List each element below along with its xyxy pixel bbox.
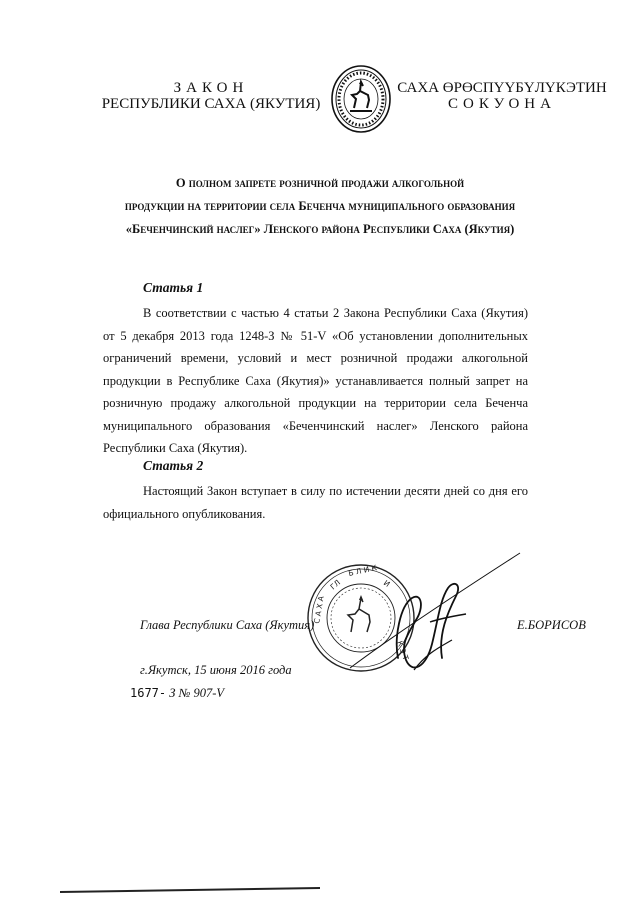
law-title: [110, 172, 530, 241]
title-line1: О полном запрете розничной продажи алкогольной: [175, 176, 465, 190]
svg-text:С А Х А: С А Х А: [312, 595, 326, 625]
coat-of-arms-icon: [330, 64, 392, 134]
title-line2: продукции на территории села Беченча муниципального образования: [124, 199, 516, 213]
article-2-heading: Статья 2: [143, 458, 204, 473]
svg-text:ГЛ: ГЛ: [328, 578, 343, 592]
registration-prefix: 1677-: [130, 686, 167, 700]
svg-text:Б Л И К: Б Л И К: [347, 563, 378, 578]
signatory-title: Глава Республики Саха (Якутия): [140, 618, 315, 632]
title-line3: «Беченчинский наслег» Ленского района Республики Саха (Якутия): [125, 222, 515, 236]
article-1-heading: Статья 1: [143, 280, 204, 295]
header-right-line2: СОКУОНА: [448, 96, 556, 112]
article-1-text: В соответствии с частью 4 статьи 2 Закона Республики Саха (Якутия) от 5 декабря 2013 года 1248-З № 51-V «Об установлении дополнительных ограничений времени, условий и мест розничной продажи алкогольной продукции в Республике Саха (Якутия)» устанавливается полный запрет на розничную продажу алкогольной продукции на территории села Беченча муниципального образования «Беченчинский наслег» Ленского района Республики Саха (Якутия).: [103, 306, 528, 455]
signatory-name: Е.БОРИСОВ: [517, 618, 586, 632]
handwritten-signature-icon: [330, 548, 530, 688]
header-right: [392, 80, 612, 112]
article-2-text: Настоящий Закон вступает в силу по истечении десяти дней со дня его официального опубликования.: [103, 484, 528, 521]
registration-suffix: З № 907-V: [169, 686, 225, 700]
svg-text:К Э Т: К Э Т: [395, 639, 411, 662]
header-right-line1: САХА ӨРӨСПҮҮБҮЛҮКЭТИН: [397, 80, 607, 96]
svg-text:И: И: [381, 578, 392, 589]
header-left: [96, 80, 326, 112]
header-left-line2: РЕСПУБЛИКИ САХА (ЯКУТИЯ): [101, 96, 321, 112]
scan-edge-mark: [60, 886, 320, 894]
registration-number: [130, 686, 224, 701]
place-and-date: г.Якутск, 15 июня 2016 года: [140, 663, 292, 677]
header-left-line1: ЗАКОН: [173, 80, 249, 96]
